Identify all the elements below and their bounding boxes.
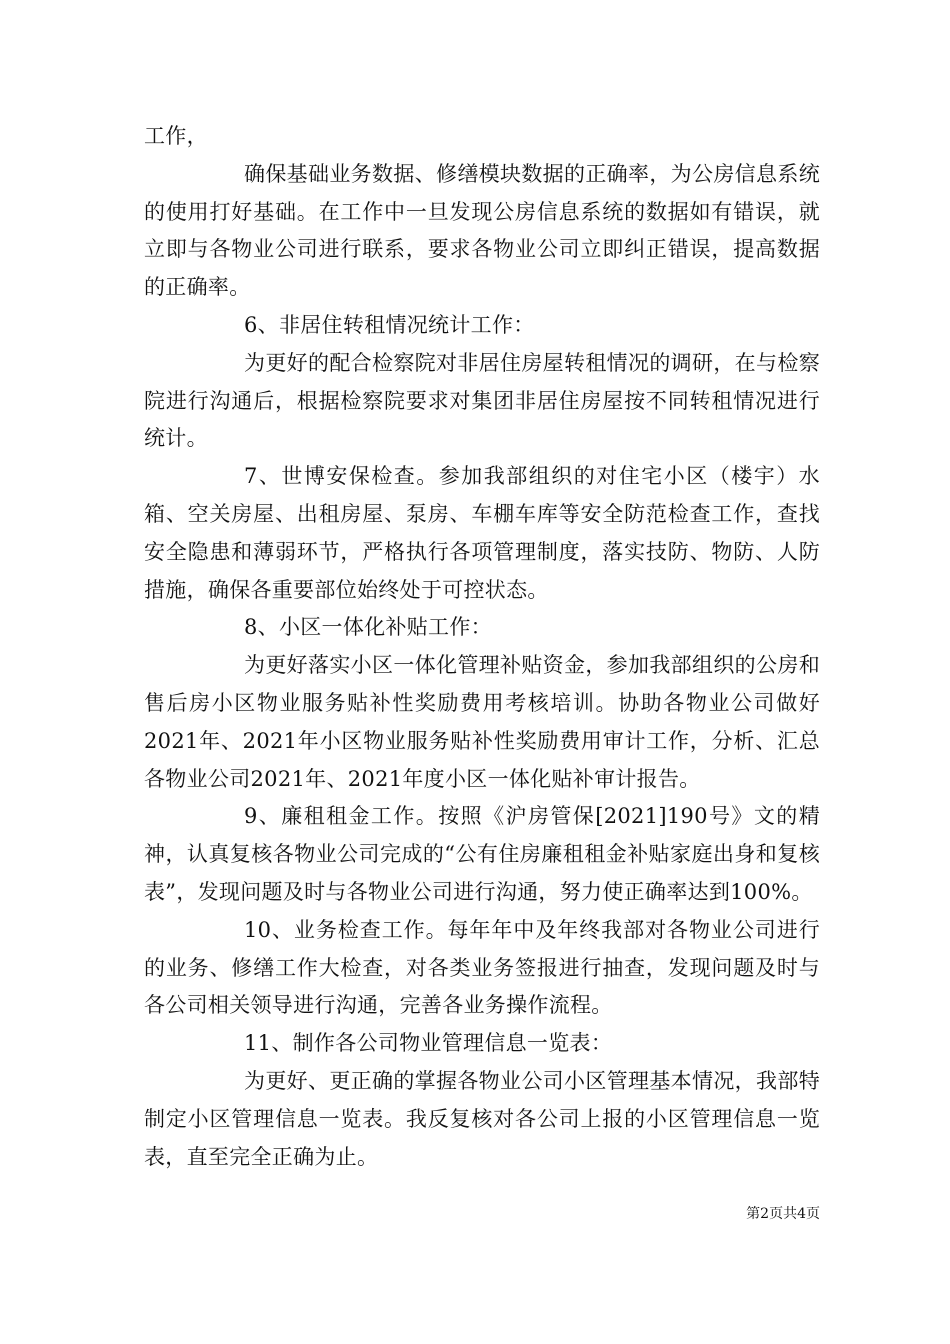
paragraph-7: 为更好落实小区一体化管理补贴资金，参加我部组织的公房和售后房小区物业服务贴补性奖励费用考核培训。协助各物业公司做好2021年、2021年小区物业服务贴补性奖励费用审计工作，分析、汇总各物业公司2021年、2021年度小区一体化贴补审计报告。: [144, 653, 820, 791]
paragraph-4: 为更好的配合检察院对非居住房屋转租情况的调研，在与检察院进行沟通后，根据检察院要求对集团非居住房屋按不同转租情况进行统计。: [144, 350, 820, 451]
paragraph-1: 工作，: [144, 124, 208, 148]
section-heading-6: 6、非居住转租情况统计工作：: [244, 312, 535, 337]
page-number: 第2页共4页: [746, 1206, 820, 1222]
section-9: 9、廉租租金工作。按照《沪房管保[2021]190号》文的精神，认真复核各物业公司完成的“公有住房廉租租金补贴家庭出身和复核表”，发现问题及时与各物业公司进行沟通，努力使正确率达到100%。: [144, 804, 820, 904]
paragraph-11: 为更好、更正确的掌握各物业公司小区管理基本情况，我部特制定小区管理信息一览表。我反复核对各公司上报的小区管理信息一览表，直至完全正确为止。: [144, 1068, 820, 1169]
document-body: [144, 118, 820, 1176]
paragraph-2: 确保基础业务数据、修缮模块数据的正确率，为公房信息系统的使用打好基础。在工作中一旦发现公房信息系统的数据如有错误，就立即与各物业公司进行联系，要求各物业公司立即纠正错误，提高数据的正确率。: [144, 161, 820, 300]
section-10: 10、业务检查工作。每年年中及年终我部对各物业公司进行的业务、修缮工作大检查，对各类业务签报进行抽查，发现问题及时与各公司相关领导进行沟通，完善各业务操作流程。: [144, 917, 820, 1018]
section-heading-8: 8、小区一体化补贴工作：: [244, 615, 492, 640]
section-heading-11: 11、制作各公司物业管理信息一览表：: [244, 1031, 613, 1056]
section-7: 7、世博安保检查。参加我部组织的对住宅小区（楼宇）水箱、空关房屋、出租房屋、泵房、车棚车库等安全防范检查工作，查找安全隐患和薄弱环节，严格执行各项管理制度，落实技防、物防、人防措施，确保各重要部位始终处于可控状态。: [144, 464, 820, 602]
